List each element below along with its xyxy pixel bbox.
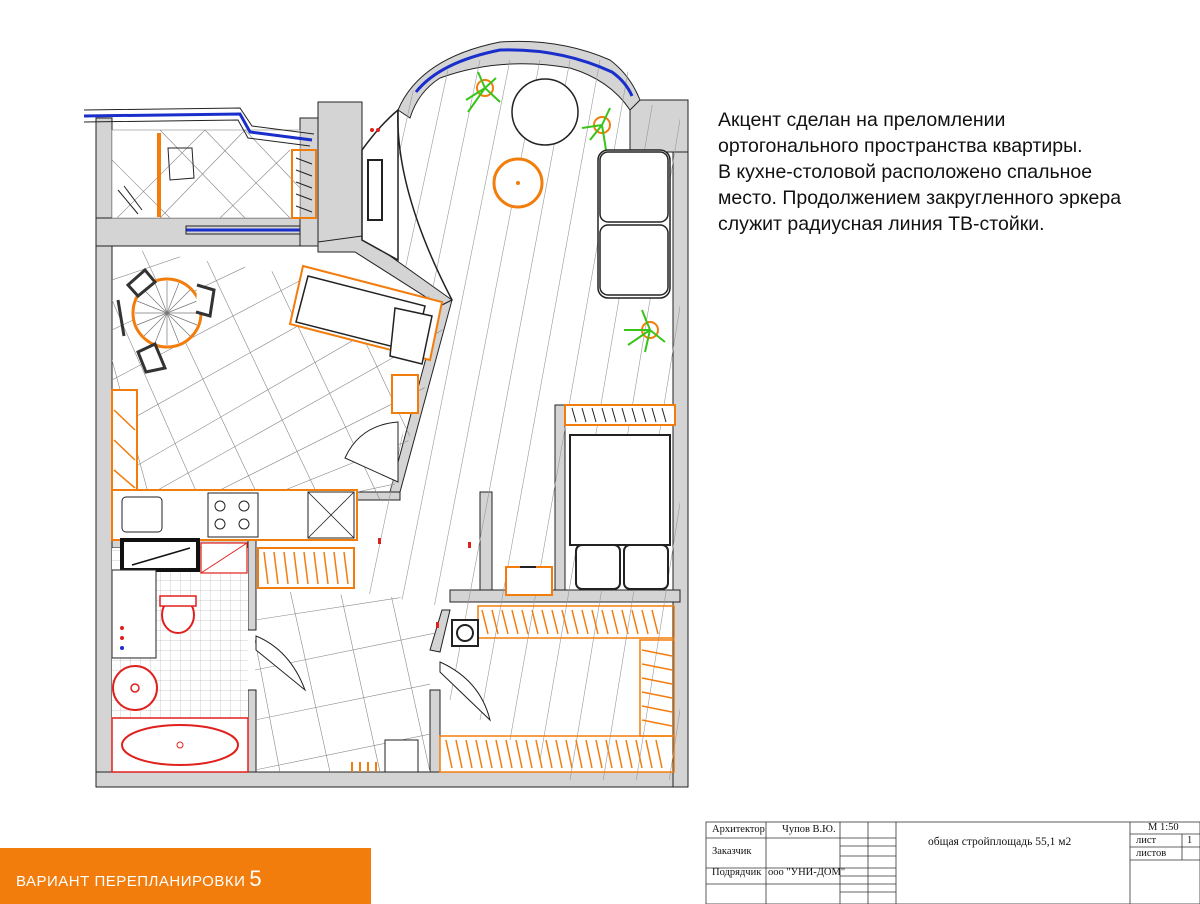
bedroom-bed <box>565 405 675 589</box>
sheets-label: листов <box>1136 848 1167 859</box>
description-line: служит радиусная линия ТВ-стойки. <box>718 213 1045 235</box>
bathroom-door-swing <box>256 636 305 690</box>
contractor-label: Подрядчик <box>712 867 762 878</box>
title-block <box>706 822 1200 904</box>
description-line: В кухне-столовой расположено спальное <box>718 161 1093 183</box>
variant-number: 5 <box>249 866 263 891</box>
entry-shoe-cabinet <box>352 740 418 772</box>
balcony-floor <box>112 130 300 218</box>
scale-value: М 1:50 <box>1148 822 1179 833</box>
kitchen-door-swing <box>345 422 398 482</box>
bay-round-table <box>512 79 578 145</box>
area-value: общая стройплощадь 55,1 м2 <box>928 836 1072 848</box>
variant-banner <box>0 848 371 904</box>
plan-description <box>718 107 1178 237</box>
bay-ottoman <box>494 159 542 207</box>
sheet-value: 1 <box>1187 835 1193 846</box>
bedroom-pouf <box>506 567 552 595</box>
hall-closet <box>258 548 354 588</box>
washing-machine-icon <box>452 620 478 646</box>
customer-label: Заказчик <box>712 846 752 857</box>
floor-grid-hall <box>255 590 450 772</box>
architect-label: Архитектор <box>712 824 765 835</box>
sofa <box>598 150 670 298</box>
description-line: ортогонального пространства квартиры. <box>718 135 1083 157</box>
contractor-value: ооо "УНИ-ДОМ" <box>768 867 846 878</box>
kitchen-counter <box>112 390 357 540</box>
sheet-label: лист <box>1136 835 1157 846</box>
architect-value: Чупов В.Ю. <box>782 824 836 835</box>
entry-door-swing <box>440 662 490 720</box>
variant-banner-text <box>16 866 262 892</box>
description-line: Акцент сделан на преломлении <box>718 109 1006 131</box>
variant-label: ВАРИАНТ ПЕРЕПЛАНИРОВКИ <box>16 873 246 890</box>
description-line: место. Продолжением закругленного эркера <box>718 187 1122 209</box>
